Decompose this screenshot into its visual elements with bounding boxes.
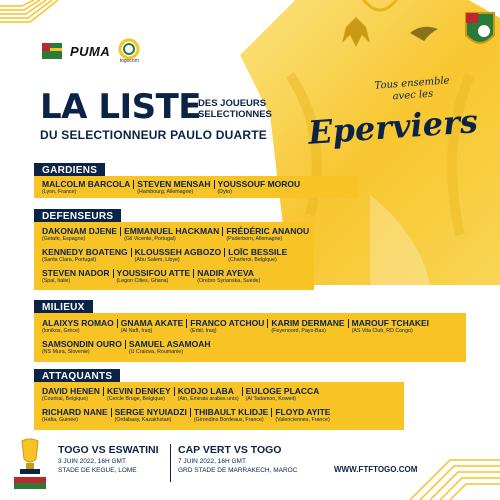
- caf-logo-icon: [8, 437, 52, 493]
- section-milieux-heading: MILIEUX: [34, 300, 93, 315]
- milieux-row-2: SAMSONDIN OURO (NS Mura, Slovenie) SAMUEL ASAMOAH (U Craiova, Roumanie): [42, 339, 211, 355]
- section-attaquants-heading: ATTAQUANTS: [34, 369, 120, 384]
- togocom-icon: [118, 38, 140, 60]
- defenseurs-row-2: KENNEDY BOATENG (Santa Clara, Portugal) KLOUSSEH AGBOZO (Abu Salem, Libye) LOÏC BESSILE (Charleroi, Belgique): [42, 247, 288, 263]
- gardiens-row: [39, 179, 303, 196]
- decorative-lines: [0, 0, 70, 30]
- page-subtitle: DU SELECTIONNEUR PAULO DUARTE: [40, 128, 267, 142]
- slogan-big: Eperviers: [306, 102, 480, 152]
- defenseurs-row-1: DAKONAM DJENE (Getafe, Espagne) EMMANUEL HACKMAN (Gil Vicente, Portugal) FRÉDÉRIC ANANOU (Paderborn, Allemagne): [42, 226, 310, 242]
- attaquants-row-1: DAVID HENEN (Courtrai, Belgique) KEVIN DENKEY (Cercle Bruge, Belgique) KODJO LABA (Ain, Emirats arabes unis) EULOGE PLACCA (Al Tadamon, Koweit): [42, 386, 320, 402]
- federation-logo-icon: [42, 43, 62, 59]
- website-link[interactable]: WWW.FTFTOGO.COM: [334, 465, 418, 474]
- section-defenseurs-heading: DEFENSEURS: [34, 209, 121, 224]
- player: STEVEN MENSAH (Hambourg, Allemagne): [137, 179, 211, 195]
- title-side: DES JOUEURS SELECTIONNES: [198, 98, 272, 120]
- milieux-row-1: ALAIXYS ROMAO (Ionikos, Grèce) GNAMA AKATE (Al Naft, Iraq) FRANCO ATCHOU (Erbil, Iraq) KARIM DERMANE (Feyenoord, Pays-Bas) MAROUF TCHAKEI (AS Vita Club, RD Congo): [42, 318, 430, 334]
- match-1: TOGO VS ESWATINI 3 JUIN 2022, 16H GMT STADE DE KEGUE, LOME: [58, 444, 159, 474]
- defenseurs-row-3: STEVEN NADOR (Spal, Italie) YOUSSIFOU ATTE (Legon Cities, Ghana) NADIR AYEVA (Orebro Syrianska, Suède): [42, 268, 261, 284]
- coach-name: PAULO DUARTE: [170, 128, 267, 142]
- attaquants-row-2: RICHARD NANE (Hafia, Guinée) SERGE NYUIADZI (Ordabasy, Kazakhstan) THIBAULT KLIDJE (Girondins Bordeaux, France) FLOYD AYITE (Valenciennes, France): [42, 407, 331, 423]
- match-2: CAP VERT VS TOGO 7 JUIN 2022, 16H GMT GRD STADE DE MARRAKECH, MAROC: [178, 444, 298, 474]
- player: YOUSSOUF MOROU (Dyto): [217, 179, 301, 195]
- decorative-lines: [380, 420, 500, 500]
- puma-logo: PUMA: [70, 43, 111, 59]
- slogan: Tous ensemble avec les: [374, 75, 450, 103]
- crest-icon: [466, 13, 494, 43]
- match-divider: [170, 444, 171, 482]
- togocom-logo: togocom: [118, 38, 140, 64]
- page-title: LA LISTE: [40, 87, 202, 127]
- player: MALCOLM BARCOLA (Lyon, France): [42, 179, 131, 195]
- section-gardiens-heading: GARDIENS: [34, 163, 105, 178]
- title-block: [40, 87, 272, 142]
- sponsor-logos: [42, 38, 140, 64]
